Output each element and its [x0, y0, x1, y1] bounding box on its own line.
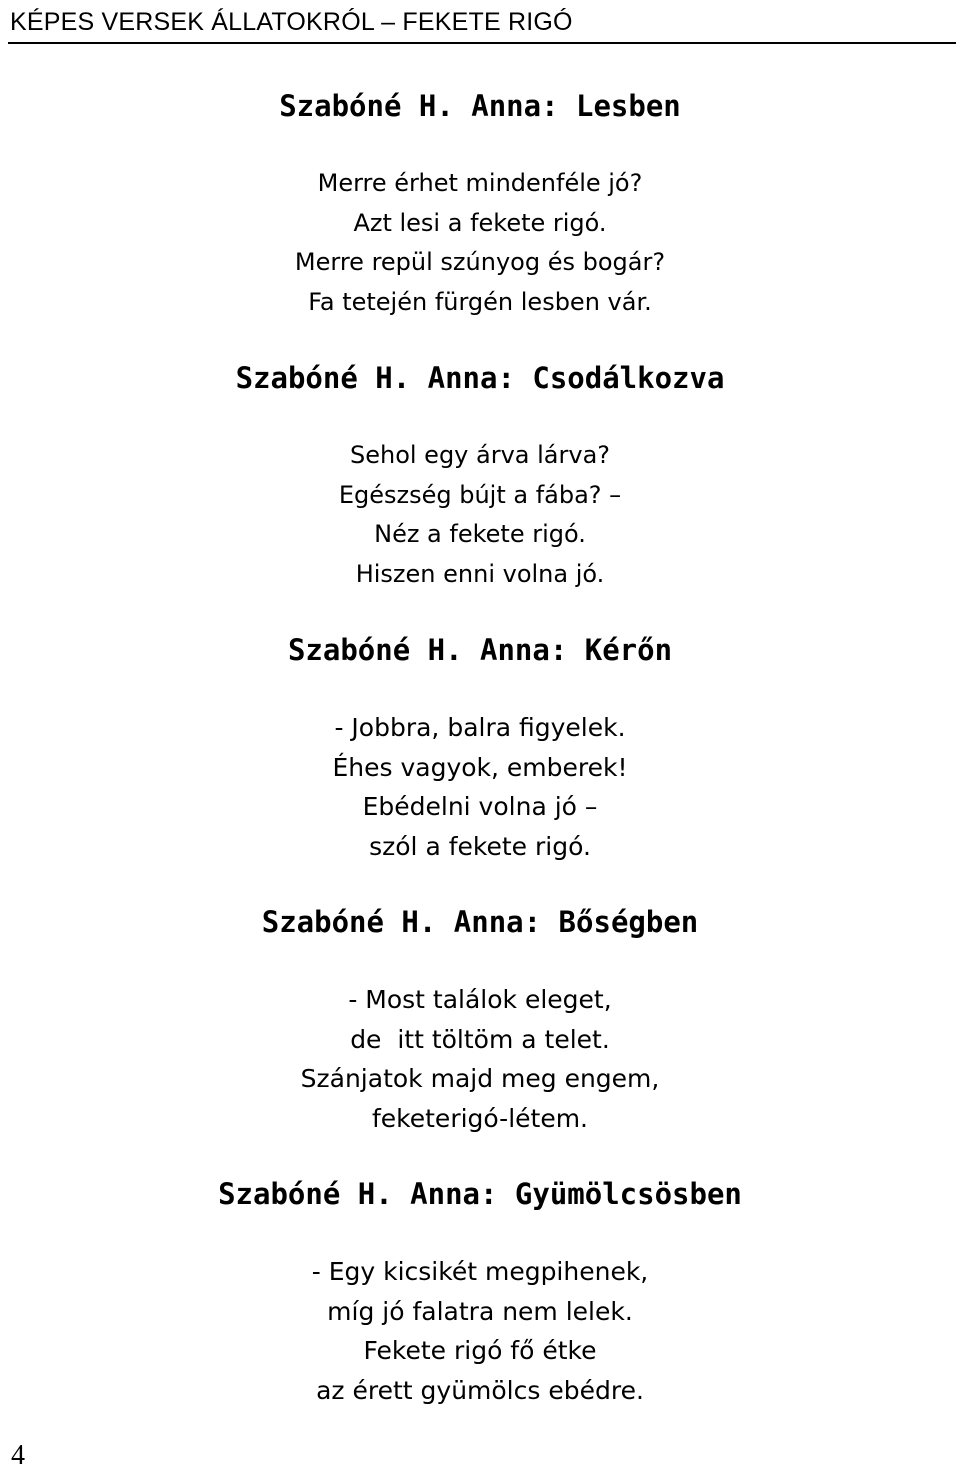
poem-line: feketerigó-létem.	[371, 1103, 588, 1133]
poem-line: Merre érhet mindenféle jó?	[317, 169, 643, 197]
poem-line: Fa tetején fürgén lesben vár.	[308, 287, 652, 316]
poem-line: Éhes vagyok, emberek!	[332, 752, 628, 782]
poem-gyumolcsosben	[0, 1174, 960, 1410]
poem-keron	[0, 630, 960, 866]
poem-title: Szabóné H. Anna: Kérőn	[287, 633, 673, 667]
header-title: KÉPES VERSEK ÁLLATOKRÓL – FEKETE RIGÓ	[10, 8, 573, 36]
poem-line: - Jobbra, balra figyelek.	[334, 713, 626, 742]
poem-line: de itt töltöm a telet.	[350, 1024, 610, 1054]
poem-stanza	[0, 708, 960, 866]
poem-line: Egészség bújt a fába? –	[338, 480, 622, 509]
poem-stanza	[0, 1252, 960, 1410]
page-number: 4	[11, 1440, 25, 1471]
poem-line: - Egy kicsikét megpihenek,	[311, 1257, 649, 1286]
poem-line: szól a fekete rigó.	[369, 831, 591, 861]
poem-bosegben	[0, 902, 960, 1138]
poem-line: Sehol egy árva lárva?	[349, 441, 611, 469]
poem-line: - Most találok eleget,	[348, 985, 612, 1014]
poem-line: míg jó falatra nem lelek.	[327, 1296, 633, 1326]
page-header	[8, 6, 956, 44]
poem-title: Szabóné H. Anna: Gyümölcsösben	[218, 1177, 742, 1211]
poem-line: az érett gyümölcs ebédre.	[316, 1375, 644, 1405]
poem-line: Ebédelni volna jó –	[362, 792, 598, 821]
poem-line: Hiszen enni volna jó.	[355, 559, 605, 588]
poem-line: Fekete rigó fő étke	[363, 1336, 597, 1365]
poem-stanza	[0, 164, 960, 322]
poem-title: Szabóné H. Anna: Csodálkozva	[235, 361, 725, 395]
poem-line: Merre repül szúnyog és bogár?	[294, 248, 666, 276]
poem-stanza	[0, 436, 960, 594]
poem-line: Szánjatok majd meg engem,	[300, 1064, 660, 1093]
poem-title: Szabóné H. Anna: Lesben	[279, 89, 681, 123]
poem-stanza	[0, 980, 960, 1138]
poem-lesben	[0, 86, 960, 322]
poem-line: Néz a fekete rigó.	[374, 520, 586, 548]
poem-collection	[0, 86, 960, 1446]
poem-title: Szabóné H. Anna: Bőségben	[261, 905, 699, 939]
poem-line: Azt lesi a fekete rigó.	[353, 208, 607, 237]
poem-csodalkozva	[0, 358, 960, 594]
